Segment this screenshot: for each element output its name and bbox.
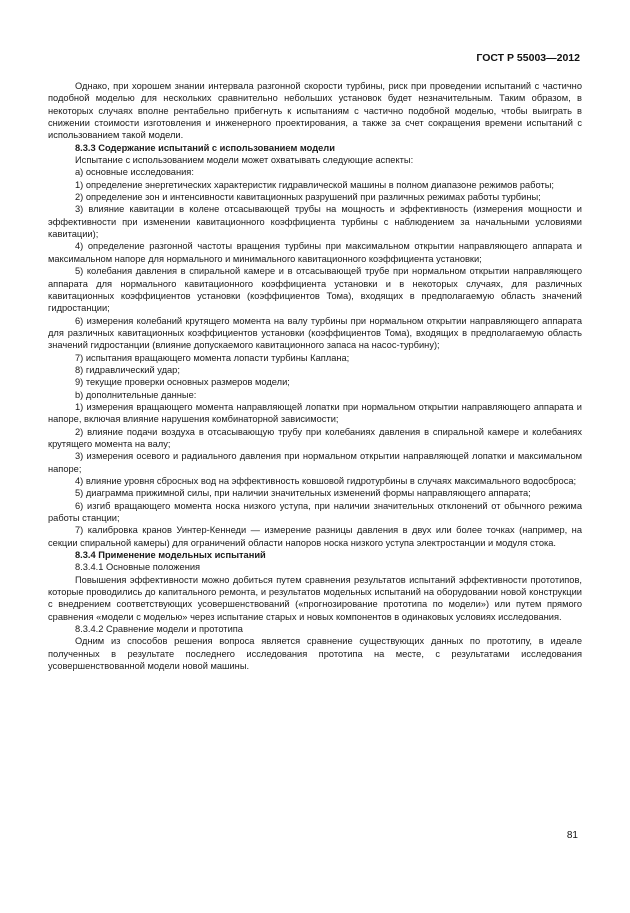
list-heading: b) дополнительные данные:	[75, 389, 197, 400]
list-item: 8) гидравлический удар;	[75, 364, 180, 375]
list-item: 5) диаграмма прижимной силы, при наличии значительных изменений формы направляющего аппарата;	[75, 488, 531, 499]
list-item: 4) определение разгонной частоты вращения турбины при максимальном открытии направляющего аппарата и максимальном напоре для нормального и минимального кавитационного коэффициента установки;	[48, 241, 582, 264]
document-body	[48, 80, 582, 673]
list-item: 7) калибровка кранов Уинтер-Кеннеди — измерение разницы давления в двух или более точках (например, на секции спиральной камеры) для ограничений области напоров носка низкого уступа электростанции и модуля стока.	[48, 525, 582, 548]
list-item: 1) определение энергетических характеристик гидравлической машины в полном диапазоне режимов работы;	[75, 179, 554, 190]
list-item: 2) определение зон и интенсивности кавитационных разрушений при различных режимах работы турбины;	[75, 192, 541, 203]
paragraph: Испытание с использованием модели может охватывать следующие аспекты:	[75, 155, 414, 166]
list-item: 7) испытания вращающего момента лопасти турбины Каплана;	[75, 352, 350, 363]
list-item: 1) измерения вращающего момента направляющей лопатки при нормальном открытии направляющего аппарата и напоре, включая влияние нарушения комбинаторной зависимости;	[48, 401, 582, 425]
paragraph: Однако, при хорошем знании интервала разгонной скорости турбины, риск при проведении испытаний с частично подобной моделью для нескольких сравнительно небольших установок будет незначительным. Таким образом, в некоторых случаях вполне рентабельно прибегнуть к испытаниям с частично подобной моделью, чтобы выиграть в снижении стоимости изготовления и инженерного проектирования, а также за счет сокращения времени испытаний с использованием такой модели.	[48, 81, 582, 141]
list-heading: а) основные исследования:	[75, 167, 194, 178]
list-item: 4) влияние уровня сбросных вод на эффективность ковшовой гидротурбины в случаях максимального водосброса;	[75, 476, 577, 486]
list-item: 3) влияние кавитации в колене отсасывающей трубы на мощность и эффективность (измерения мощности и эффективности при изменении кавитационного коэффициента турбины с наблюдением за начальными условиями кавитации);	[48, 204, 582, 240]
subsection-heading: 8.3.4.1 Основные положения	[75, 562, 201, 573]
list-item: 5) колебания давления в спиральной камере и в отсасывающей трубе при нормальном открытии направляющего аппарата для нормального кавитационного коэффициента установки и в некоторых случаях, для различных кавитационных коэффициентов установки (коэффициентов Тома), входящих в предполагаемую область значений гидростанции;	[48, 266, 582, 314]
list-item: 3) измерения осевого и радиального давления при нормальном открытии направляющей лопатки и максимальном напоре;	[48, 451, 582, 474]
page-number: 81	[566, 830, 578, 841]
list-item: 6) измерения колебаний крутящего момента на валу турбины при нормальном открытии направляющего аппарата для различных кавитационных коэффициентов установки (коэффициентов Тома), входящих в предполагаемую область значений гидростанции (влияние допускаемого кавитационного запаса на насос-турбину);	[48, 315, 582, 351]
list-item: 2) влияние подачи воздуха в отсасывающую трубу при колебаниях давления в спиральной камере и колебаниях крутящего момента на валу;	[48, 426, 582, 449]
standard-code-header: ГОСТ Р 55003—2012	[476, 52, 580, 64]
section-heading: 8.3.3 Содержание испытаний с использованием модели	[75, 142, 335, 153]
list-item: 6) изгиб вращающего момента носка низкого уступа, при наличии значительных отклонений от обычного режима работы станции;	[48, 500, 582, 524]
subsection-heading: 8.3.4.2 Сравнение модели и прототипа	[75, 624, 243, 635]
paragraph: Повышения эффективности можно добиться путем сравнения результатов испытаний эффективности прототипов, которые проводились до капитального ремонта, и результатов модельных испытаний на оборудовании новой конструкции с внедрением соответствующих усовершенствований («прогнозирование прототипа по модели») или путем прямого сравнения «модели с моделью» через испытание старых и новых компонентов в одинаковых условиях исследования.	[48, 574, 582, 622]
section-heading: 8.3.4 Применение модельных испытаний	[75, 550, 266, 561]
list-item: 9) текущие проверки основных размеров модели;	[75, 377, 290, 388]
paragraph: Одним из способов решения вопроса является сравнение существующих данных по прототипу, в идеале полученных в результате последнего исследования прототипа на месте, с результатами исследования усовершенствованной модели новой машины.	[48, 636, 582, 672]
